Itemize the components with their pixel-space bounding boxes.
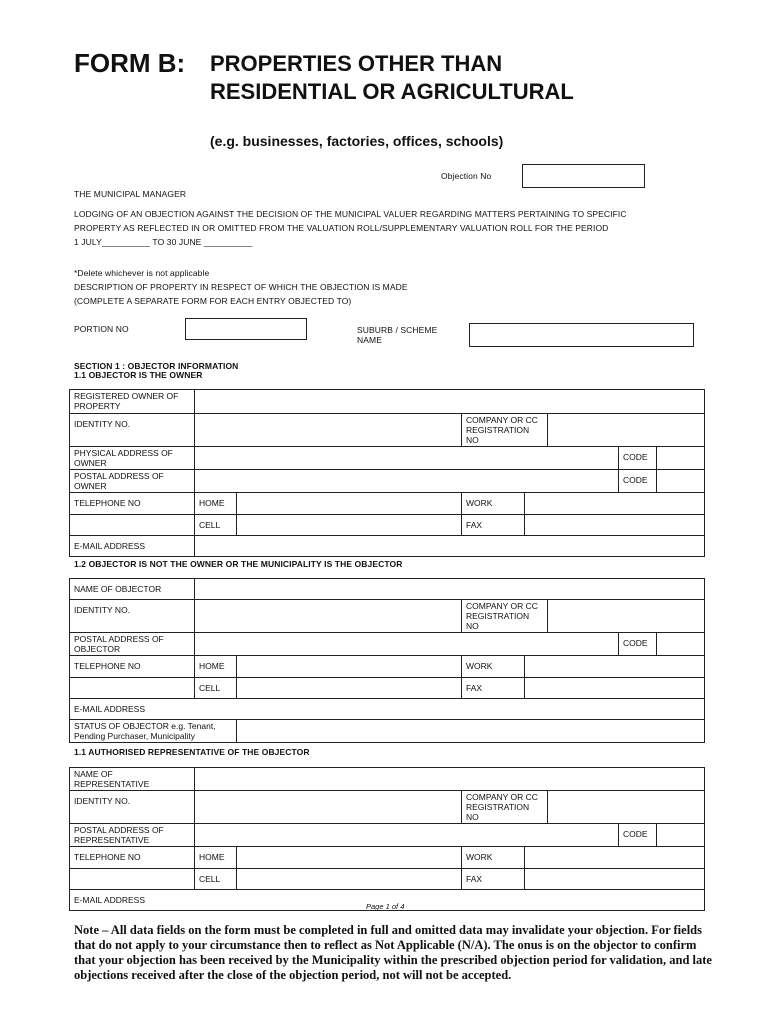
objector-identity-field[interactable] — [195, 600, 462, 633]
delete-note: *Delete whichever is not applicable — [74, 268, 210, 278]
form-label: FORM B: — [74, 48, 186, 78]
physical-code-field[interactable] — [657, 447, 705, 470]
postal-address-field[interactable] — [195, 470, 619, 493]
blank-cell — [70, 515, 195, 536]
fax-label: FAX — [462, 515, 525, 536]
objector-name-field[interactable] — [195, 579, 705, 600]
form-title: PROPERTIES OTHER THAN RESIDENTIAL OR AGRICULTURAL — [210, 51, 574, 104]
objector-home-label: HOME — [195, 656, 237, 678]
suburb-label-1: SUBURB / SCHEME — [357, 325, 438, 335]
form-subtitle: (e.g. businesses, factories, offices, schools) — [210, 133, 504, 149]
owner-table — [69, 389, 705, 557]
objector-cell-field[interactable] — [237, 678, 462, 699]
objector-company-label: COMPANY OR CC REGISTRATION NO — [462, 600, 548, 633]
footer-note: Note – All data fields on the form must be completed in full and omitted data may invalidate your objection. For fields that do not apply to your circumstance then to reflect as Not Applicable (N/A). The onus is on the objector to confirm that your objection has been received by the Municipality within the prescribed objection period for validation, and late objections received after the close of the objection period, not will not be accepted. — [74, 923, 712, 982]
representative-table — [69, 767, 705, 911]
intro-line-1: LODGING OF AN OBJECTION AGAINST THE DECISION OF THE MUNICIPAL VALUER REGARDING MATTERS PERTAINING TO SPECIFIC — [74, 209, 627, 219]
company-reg-field[interactable] — [548, 414, 705, 447]
rep-work-label: WORK — [462, 847, 525, 869]
rep-identity-field[interactable] — [195, 791, 462, 824]
home-label: HOME — [195, 493, 237, 515]
rep-company-label: COMPANY OR CC REGISTRATION NO — [462, 791, 548, 824]
objector-company-field[interactable] — [548, 600, 705, 633]
objection-no-field[interactable] — [522, 164, 645, 188]
rep-cell-label: CELL — [195, 869, 237, 890]
rep-postal-label: POSTAL ADDRESS OF REPRESENTATIVE — [70, 824, 195, 847]
objector-name-label: NAME OF OBJECTOR — [70, 579, 195, 600]
separate-form-note: (COMPLETE A SEPARATE FORM FOR EACH ENTRY OBJECTED TO) — [74, 296, 352, 306]
cell-phone-field[interactable] — [237, 515, 462, 536]
objector-cell-label: CELL — [195, 678, 237, 699]
suburb-scheme-field[interactable] — [469, 323, 694, 347]
rep-home-label: HOME — [195, 847, 237, 869]
section-1-heading: SECTION 1 : OBJECTOR INFORMATION — [74, 361, 239, 371]
objector-table — [69, 578, 705, 743]
cell-label: CELL — [195, 515, 237, 536]
rep-company-field[interactable] — [548, 791, 705, 824]
objector-identity-label: IDENTITY NO. — [70, 600, 195, 633]
work-label: WORK — [462, 493, 525, 515]
objector-fax-field[interactable] — [525, 678, 705, 699]
registered-owner-field[interactable] — [195, 390, 705, 414]
page-number: Page 1 of 4 — [366, 902, 405, 911]
rep-fax-label: FAX — [462, 869, 525, 890]
objector-status-label: STATUS OF OBJECTOR e.g. Tenant, Pending Purchaser, Municipality — [70, 720, 237, 743]
rep-code-field[interactable] — [657, 824, 705, 847]
objector-work-field[interactable] — [525, 656, 705, 678]
postal-code-label: CODE — [619, 470, 657, 493]
addressee: THE MUNICIPAL MANAGER — [74, 189, 187, 199]
physical-code-label: CODE — [619, 447, 657, 470]
identity-no-label: IDENTITY NO. — [70, 414, 195, 447]
intro-line-3: 1 JULY__________ TO 30 JUNE __________ — [74, 237, 253, 247]
section-1-2-heading: 1.2 OBJECTOR IS NOT THE OWNER OR THE MUNICIPALITY IS THE OBJECTOR — [74, 559, 403, 569]
portion-no-field[interactable] — [185, 318, 307, 340]
registered-owner-label: REGISTERED OWNER OF PROPERTY — [70, 390, 195, 414]
rep-code-label: CODE — [619, 824, 657, 847]
company-reg-label: COMPANY OR CC REGISTRATION NO — [462, 414, 548, 447]
fax-field[interactable] — [525, 515, 705, 536]
objector-code-label: CODE — [619, 633, 657, 656]
rep-identity-label: IDENTITY NO. — [70, 791, 195, 824]
objector-work-label: WORK — [462, 656, 525, 678]
property-description-label: DESCRIPTION OF PROPERTY IN RESPECT OF WHICH THE OBJECTION IS MADE — [74, 282, 408, 292]
objector-email-label: E-MAIL ADDRESS — [70, 699, 705, 720]
section-1-1-heading: 1.1 OBJECTOR IS THE OWNER — [74, 370, 203, 380]
home-phone-field[interactable] — [237, 493, 462, 515]
objector-status-field[interactable] — [237, 720, 705, 743]
rep-home-field[interactable] — [237, 847, 462, 869]
physical-address-label: PHYSICAL ADDRESS OF OWNER — [70, 447, 195, 470]
objector-code-field[interactable] — [657, 633, 705, 656]
physical-address-field[interactable] — [195, 447, 619, 470]
objector-postal-label: POSTAL ADDRESS OF OBJECTOR — [70, 633, 195, 656]
intro-line-2: PROPERTY AS REFLECTED IN OR OMITTED FROM THE VALUATION ROLL/SUPPLEMENTARY VALUATION ROLL FOR THE PERIOD — [74, 223, 609, 233]
identity-no-field[interactable] — [195, 414, 462, 447]
postal-address-label: POSTAL ADDRESS OF OWNER — [70, 470, 195, 493]
postal-code-field[interactable] — [657, 470, 705, 493]
rep-name-label: NAME OF REPRESENTATIVE — [70, 768, 195, 791]
objector-telephone-label: TELEPHONE NO — [70, 656, 195, 678]
email-label: E-MAIL ADDRESS — [70, 536, 195, 557]
rep-fax-field[interactable] — [525, 869, 705, 890]
section-rep-heading: 1.1 AUTHORISED REPRESENTATIVE OF THE OBJECTOR — [74, 747, 310, 757]
email-field[interactable] — [195, 536, 705, 557]
rep-postal-field[interactable] — [195, 824, 619, 847]
telephone-label: TELEPHONE NO — [70, 493, 195, 515]
suburb-label-2: NAME — [357, 335, 382, 345]
objection-no-label: Objection No — [441, 171, 492, 181]
objector-postal-field[interactable] — [195, 633, 619, 656]
rep-name-field[interactable] — [195, 768, 705, 791]
rep-telephone-label: TELEPHONE NO — [70, 847, 195, 869]
rep-work-field[interactable] — [525, 847, 705, 869]
objector-home-field[interactable] — [237, 656, 462, 678]
portion-no-label: PORTION NO — [74, 324, 129, 334]
rep-email-label: E-MAIL ADDRESS — [70, 890, 705, 911]
rep-cell-field[interactable] — [237, 869, 462, 890]
objector-fax-label: FAX — [462, 678, 525, 699]
blank-cell — [70, 678, 195, 699]
work-phone-field[interactable] — [525, 493, 705, 515]
blank-cell — [70, 869, 195, 890]
